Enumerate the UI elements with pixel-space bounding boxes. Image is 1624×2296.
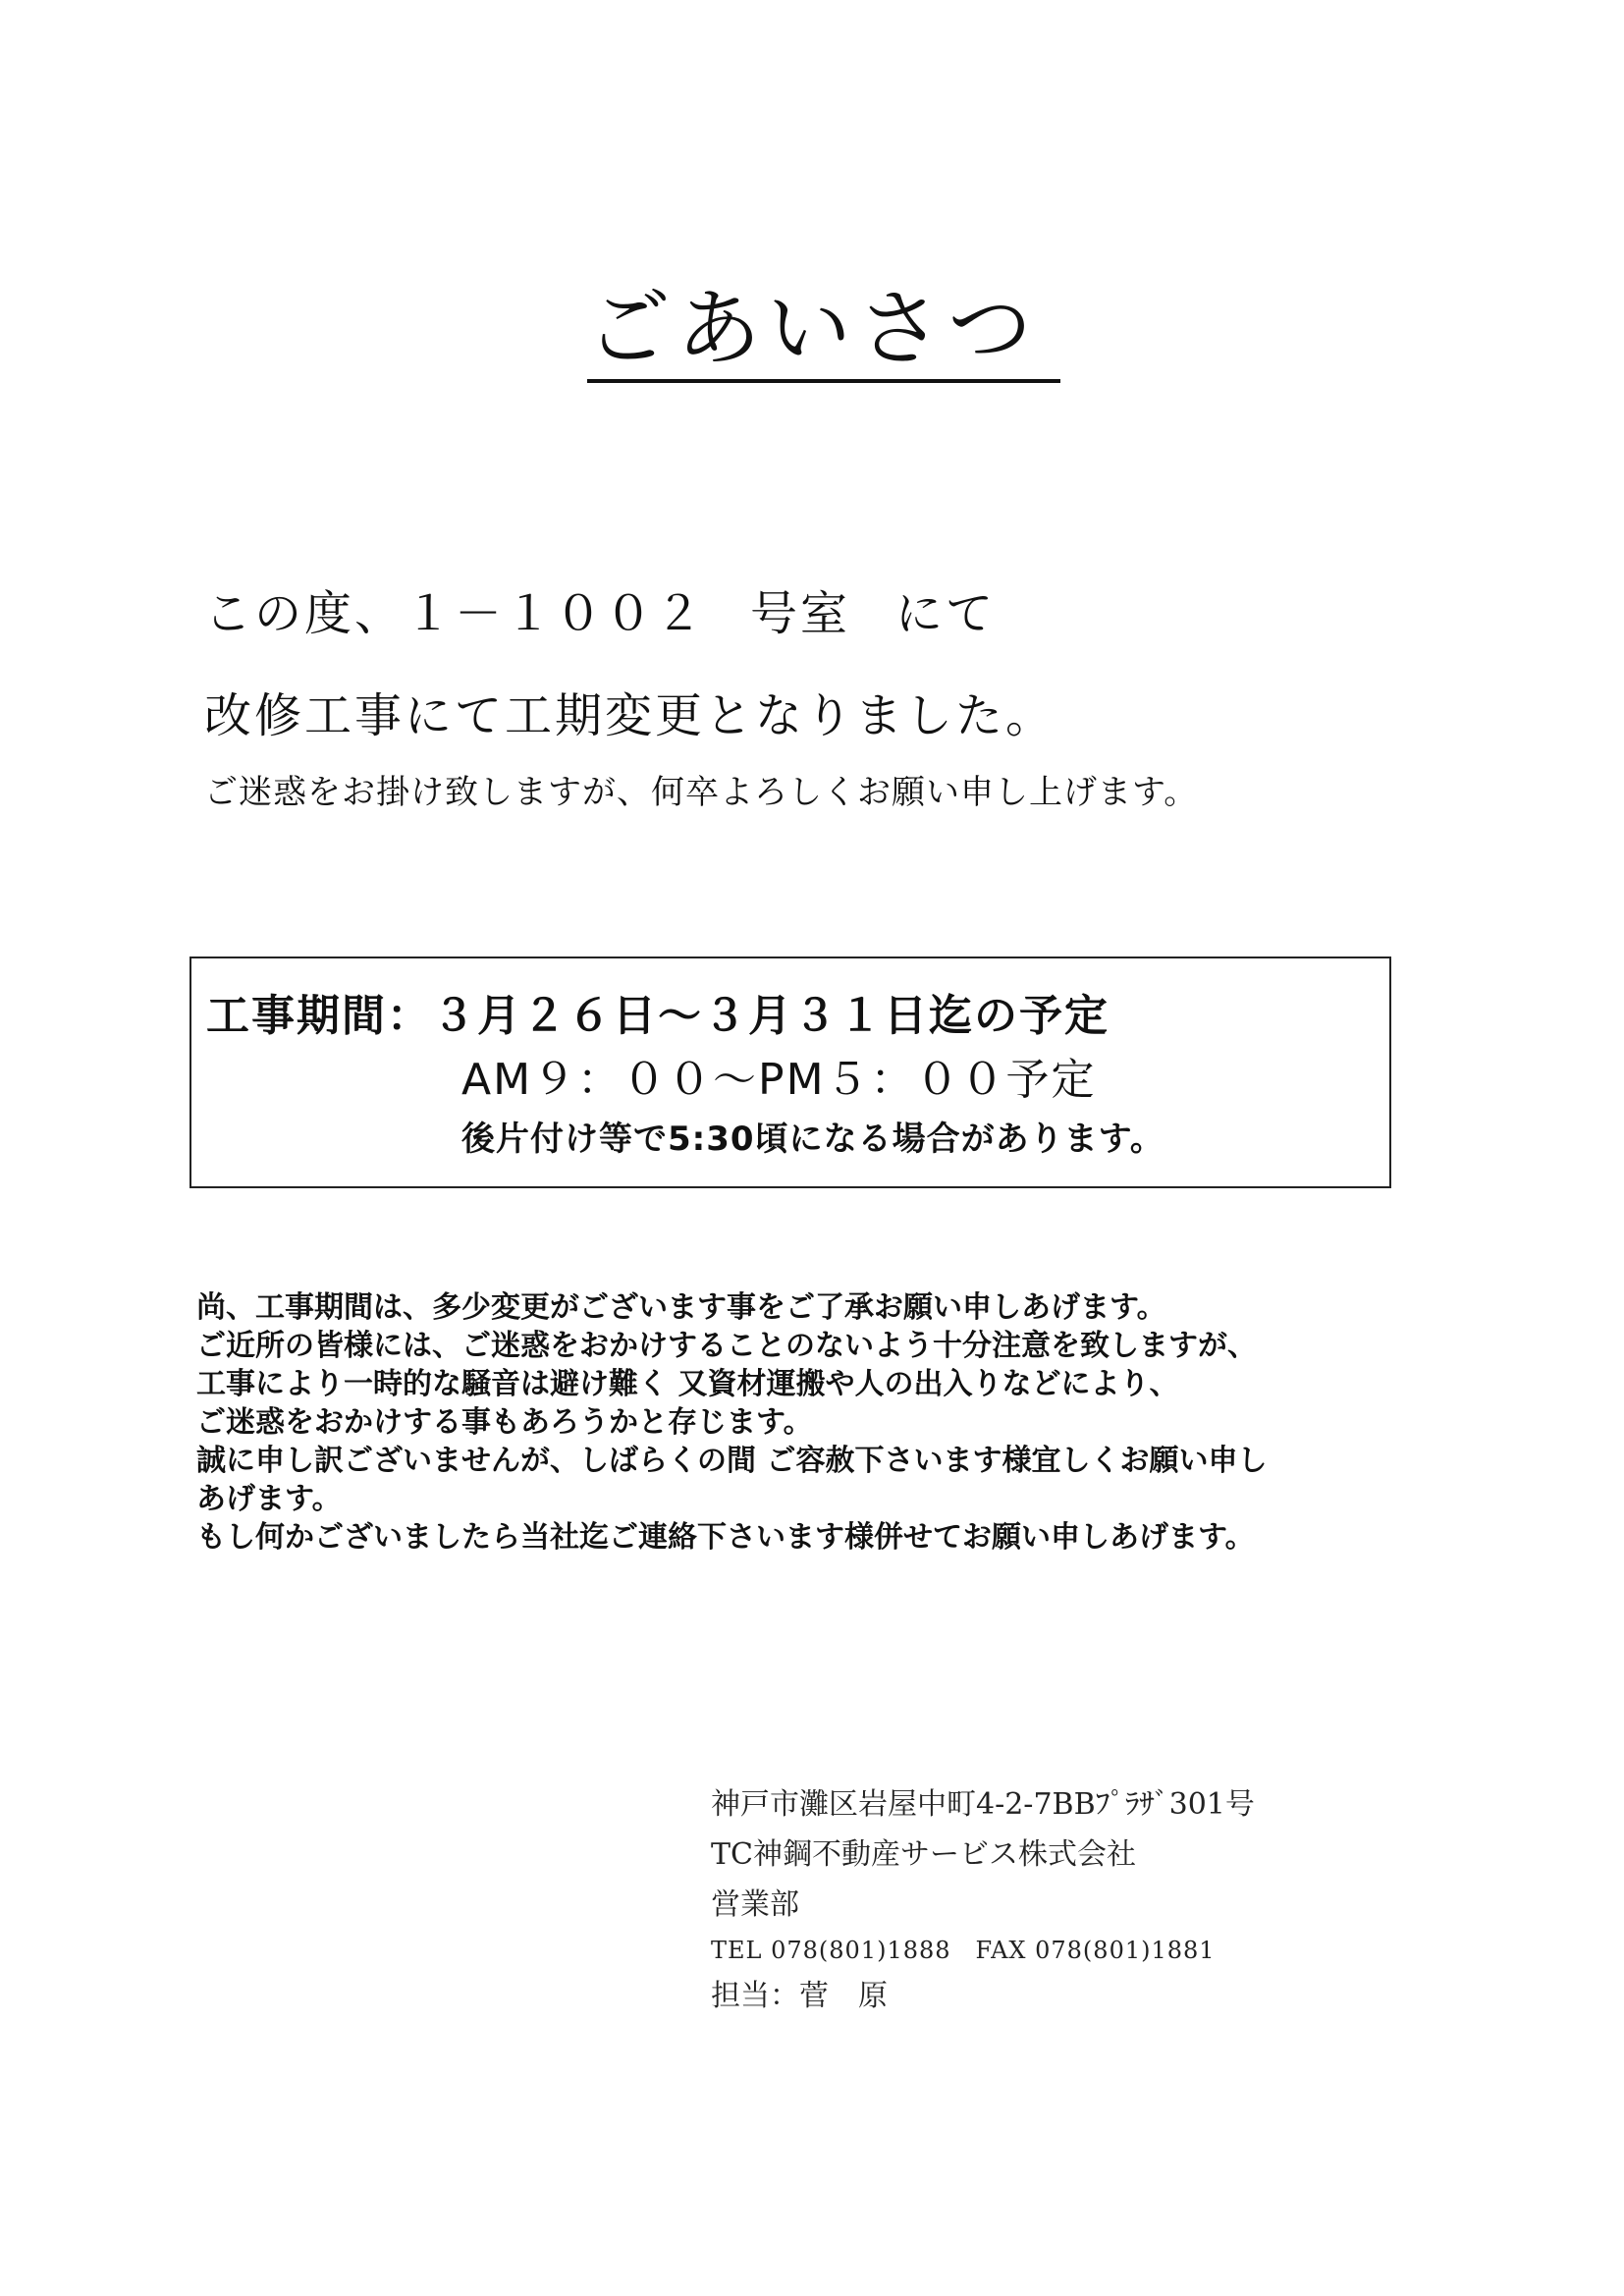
notes-line: 工事により一時的な騒音は避け難く 又資材運搬や人の出入りなどにより、: [196, 1367, 1179, 1401]
notes-line: 尚、工事期間は、多少変更がございます事をご了承お願い申しあげます。: [196, 1290, 1166, 1325]
period-hours: AM９：００～PM５：００予定: [461, 1055, 1097, 1105]
page-title: ごあいさつ: [586, 280, 1038, 378]
notes-line: ご迷惑をおかけする事もあろうかと存じます。: [196, 1405, 813, 1440]
room-text: この度、１－１００２: [204, 586, 706, 641]
sender-contact: TEL 078(801)1888 FAX 078(801)1881: [711, 1937, 1216, 1964]
notes-line: ご近所の皆様には、ご迷惑をおかけすることのないよう十分注意を致しますが、: [196, 1329, 1257, 1363]
period-note: 後片付け等で5:30頃になる場合があります。: [461, 1120, 1164, 1159]
title-underline: [587, 379, 1060, 383]
notes-line: 誠に申し訳ございませんが、しばらくの間 ご容赦下さいます様宜しくお願い申し: [196, 1444, 1268, 1478]
sender-address: 神戸市灘区岩屋中町4-2-7BBﾌﾟﾗｻﾞ301号: [711, 1787, 1255, 1822]
lead-line-3: ご迷惑をお掛け致しますが、何卒よろしくお願い申し上げます。: [204, 773, 1199, 812]
lead-line-1: [204, 579, 996, 648]
lead-line-2: 改修工事にて工期変更となりました。: [204, 688, 1056, 743]
sender-company: TC神鋼不動産サービス株式会社: [711, 1837, 1136, 1872]
sender-person: 担当：菅 原: [711, 1979, 888, 2013]
notes-line: あげます。: [196, 1482, 342, 1516]
location-particle: にて: [895, 586, 997, 641]
notes-block: [196, 1288, 1267, 1557]
room-suffix: 号室: [750, 586, 851, 641]
sender-block: [711, 1779, 1255, 2021]
period-dates: 工事期間：３月２６日～３月３１日迄の予定: [206, 991, 1110, 1041]
sender-department: 営業部: [711, 1887, 799, 1922]
notes-line: もし何かございましたら当社迄ご連絡下さいます様併せてお願い申しあげます。: [196, 1520, 1255, 1555]
